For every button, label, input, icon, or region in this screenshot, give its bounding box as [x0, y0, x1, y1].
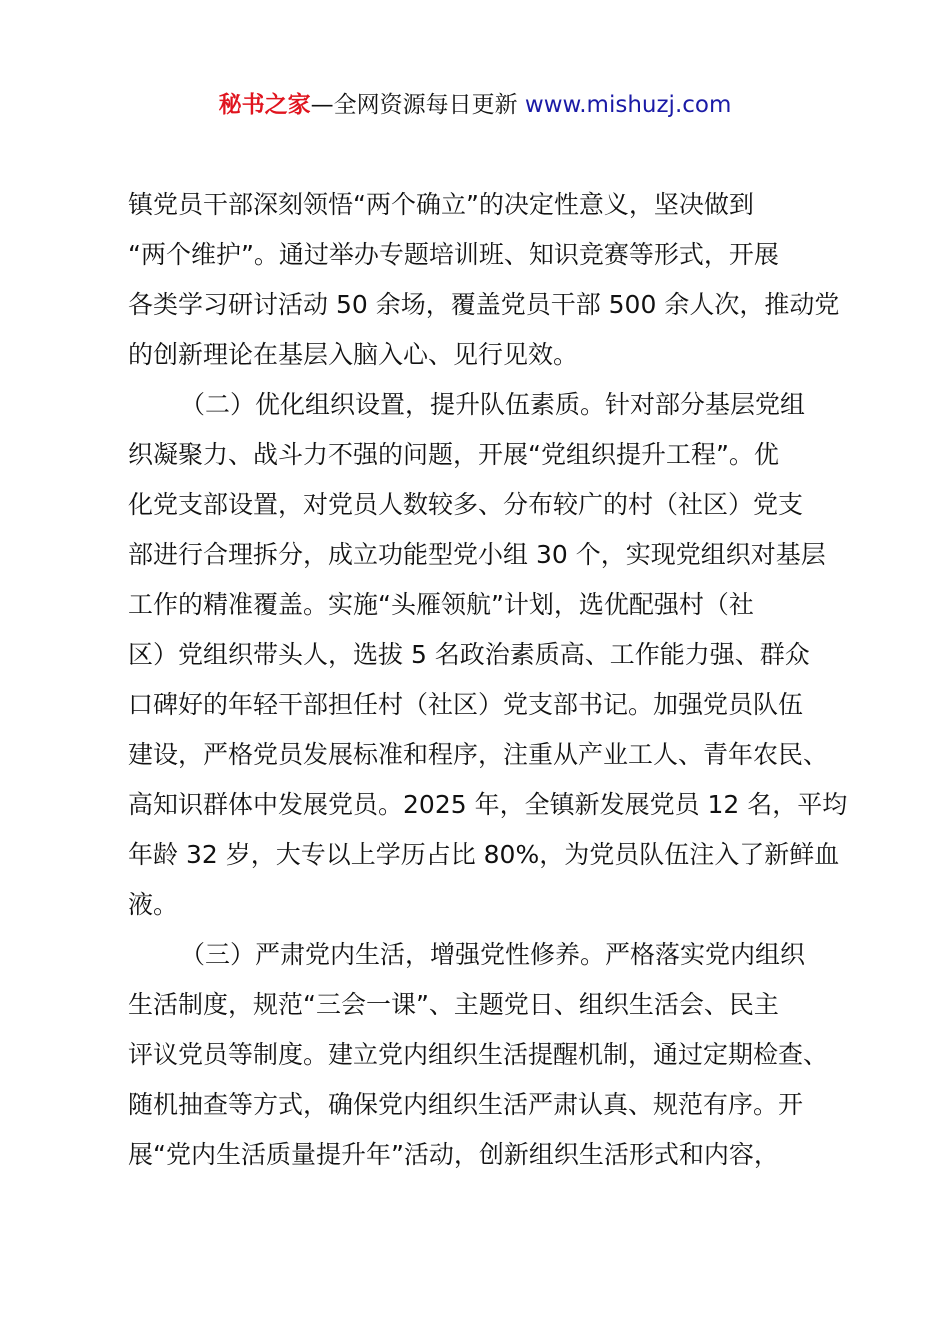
text-line: 织凝聚力、战斗力不强的问题，开展“党组织提升工程”。优 — [128, 440, 779, 469]
site-url-link[interactable]: www.mishuzj.com — [524, 92, 732, 118]
brand-name: 秘书之家 — [218, 92, 311, 118]
text-line: 液。 — [128, 890, 179, 919]
section-heading-line: （三）严肃党内生活，增强党性修养。严格落实党内组织 — [180, 940, 806, 969]
text-line: 年龄 32 岁，大专以上学历占比 80%，为党员队伍注入了新鲜血 — [128, 840, 840, 869]
document-body — [128, 180, 848, 1180]
text-line: 工作的精准覆盖。实施“头雁领航”计划，选优配强村（社 — [128, 590, 754, 619]
text-line: “两个维护”。通过举办专题培训班、知识竞赛等形式，开展 — [128, 240, 779, 269]
text-line: 镇党员干部深刻领悟“两个确立”的决定性意义，坚决做到 — [128, 190, 754, 219]
text-line: 的创新理论在基层入脑入心、见行见效。 — [128, 340, 579, 369]
text-line: 展“党内生活质量提升年”活动，创新组织生活形式和内容， — [128, 1140, 779, 1169]
text-line: 口碑好的年轻干部担任村（社区）党支部书记。加强党员队伍 — [128, 690, 804, 719]
site-header — [0, 88, 950, 122]
text-line: 区）党组织带头人，选拔 5 名政治素质高、工作能力强、群众 — [128, 640, 810, 669]
text-line: 各类学习研讨活动 50 余场，覆盖党员干部 500 余人次，推动党 — [128, 290, 840, 319]
text-line: 部进行合理拆分，成立功能型党小组 30 个，实现党组织对基层 — [128, 540, 826, 569]
text-line: 随机抽查等方式，确保党内组织生活严肃认真、规范有序。开 — [128, 1090, 804, 1119]
text-line: 高知识群体中发展党员。2025 年，全镇新发展党员 12 名，平均 — [128, 790, 848, 819]
header-separator: — — [310, 92, 334, 118]
section-heading-line: （二）优化组织设置，提升队伍素质。针对部分基层党组 — [180, 390, 806, 419]
text-line: 化党支部设置，对党员人数较多、分布较广的村（社区）党支 — [128, 490, 804, 519]
text-line: 生活制度，规范“三会一课”、主题党日、组织生活会、民主 — [128, 990, 779, 1019]
text-line: 评议党员等制度。建立党内组织生活提醒机制，通过定期检查、 — [128, 1040, 829, 1069]
text-line: 建设，严格党员发展标准和程序，注重从产业工人、青年农民、 — [128, 740, 829, 769]
header-tagline: 全网资源每日更新 — [333, 92, 518, 118]
